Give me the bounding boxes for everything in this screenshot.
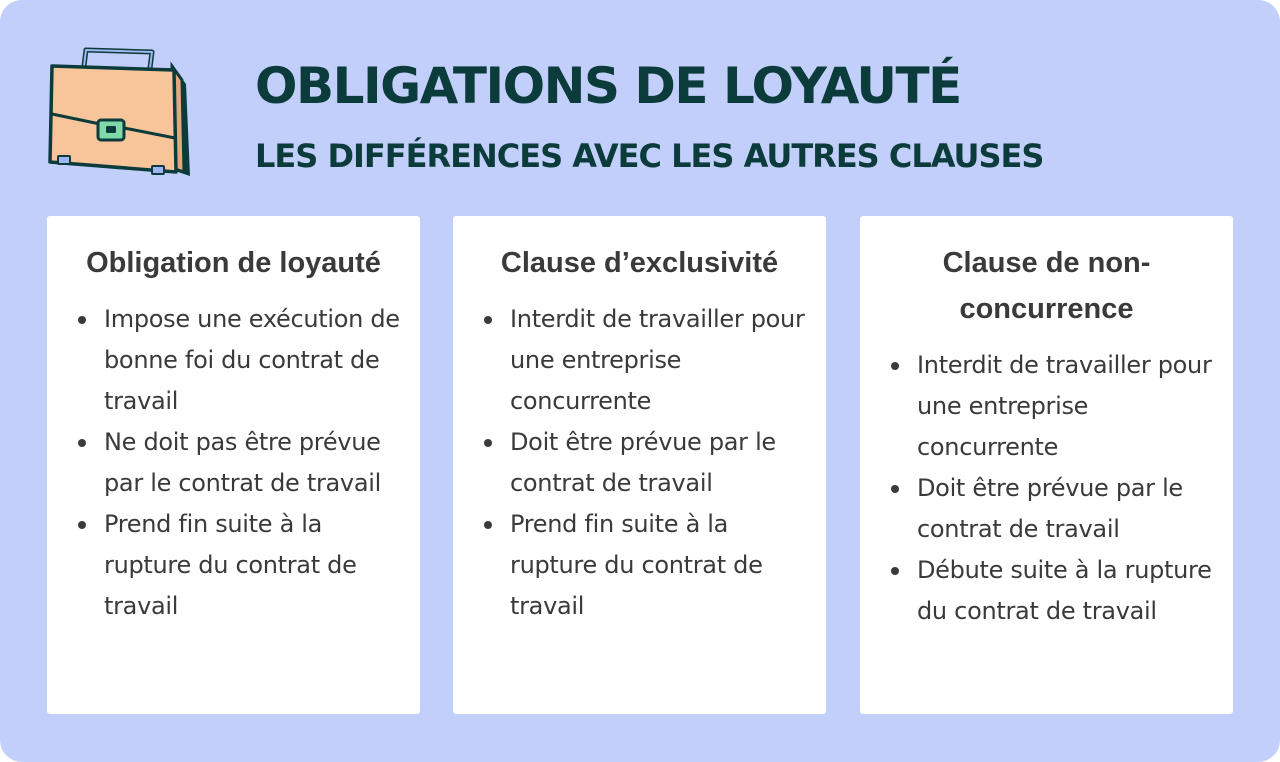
briefcase-icon	[44, 44, 209, 184]
bullet-icon	[891, 567, 899, 575]
list-item: Ne doit pas être prévue par le contrat de travail	[77, 422, 400, 504]
list-item: Impose une exécution de bonne foi du contrat de travail	[77, 299, 400, 422]
bullet-icon	[78, 316, 86, 324]
bullet-icon	[484, 521, 492, 529]
bullet-icon	[78, 521, 86, 529]
card-title: Clause d’exclusivité	[500, 247, 779, 279]
card-title: Obligation de loyauté	[86, 247, 381, 279]
list-item: Prend fin suite à la rupture du contrat de travail	[77, 504, 400, 627]
list-item: Doit être prévue par le contrat de travail	[483, 422, 806, 504]
card-clause-non-concurrence	[860, 216, 1233, 714]
card-clause-exclusivite	[453, 216, 826, 714]
bullet-icon	[891, 362, 899, 370]
card-list	[77, 299, 400, 627]
list-item: Doit être prévue par le contrat de travail	[890, 468, 1213, 550]
list-item: Débute suite à la rupture du contrat de travail	[890, 550, 1213, 632]
page-subtitle: LES DIFFÉRENCES AVEC LES AUTRES CLAUSES	[255, 137, 1044, 175]
card-list	[483, 299, 806, 627]
bullet-icon	[484, 316, 492, 324]
list-item: Prend fin suite à la rupture du contrat de travail	[483, 504, 806, 627]
card-title: Clause de non-concurrence	[942, 247, 1151, 325]
bullet-icon	[484, 439, 492, 447]
card-obligation-loyaute	[47, 216, 420, 714]
bullet-icon	[891, 485, 899, 493]
list-item: Interdit de travailler pour une entreprise concurrente	[890, 345, 1213, 468]
bullet-icon	[78, 439, 86, 447]
list-item: Interdit de travailler pour une entreprise concurrente	[483, 299, 806, 422]
card-list	[890, 345, 1213, 632]
page-title: OBLIGATIONS DE LOYAUTÉ	[255, 57, 961, 115]
